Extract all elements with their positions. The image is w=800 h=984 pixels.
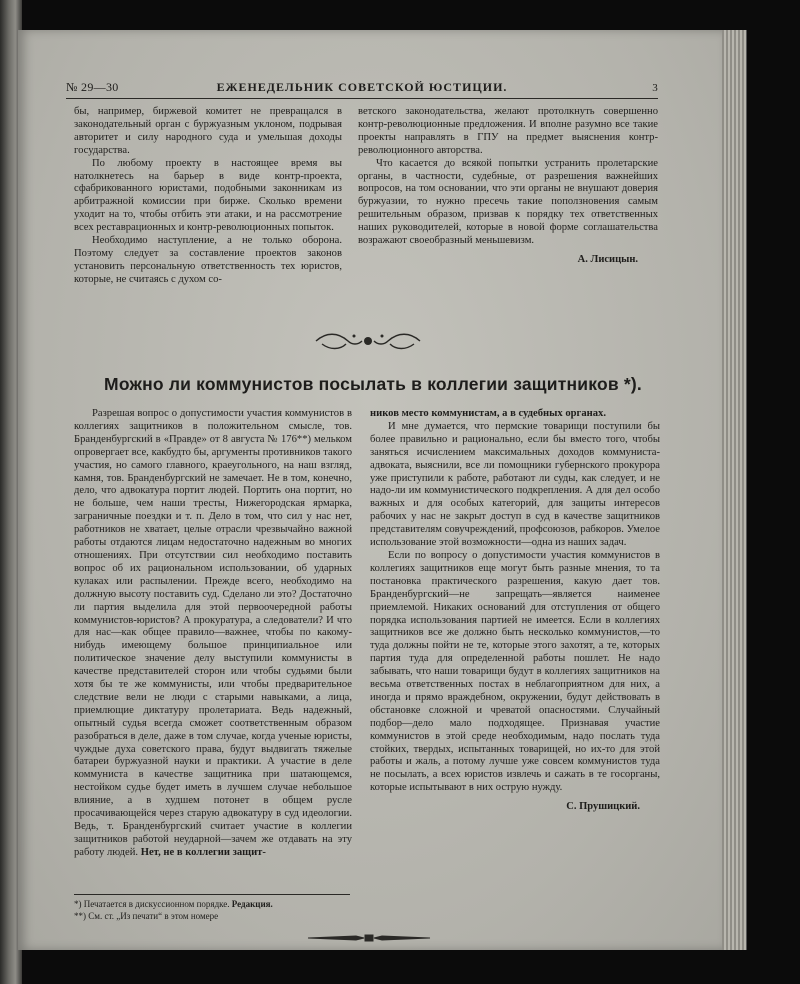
paragraph-text: Разрешая вопрос о допустимости участия коммунистов в коллегиях защитников в положительном смысле, тов. Бранденбургский в «Правде» от 8 августа № 176**) мельком опровергает все, какбудто бы, аргументы противников такого участия, но самого главного, краеугольного, на наш взгляд, камня, тов. Бранденбургский не замечает. Не в том, конечно, дело, что адвокатура портит людей. Портить она портит, но не больше, чем наши тресты, Нижегородская ярмарка, заграничные поездки и т. п. Дело в том, что сил у нас нет, работников не хватает, целые отрасли чрезвычайно важной работы отдаются лицам недостаточно надежным во многих отношениях. При отсутствии сил необходимо поставить вопрос об их рациональном использовании, об ударных кулаках или распылении. Прежде всего, необходимо на должную высоту поставить суд. Сделано ли это? Достаточно ли партия выделила для этой первоочередной работы коммунистов-юристов? А прокуратура, а следователи? И что для нас—как общее правило—важнее, чтобы по какому-нибудь имеющему большое принципиальное или политическое значение делу выступили коммунисты в качестве представителей сторон или чтобы судьями были хотя бы те же коммунисты, или чтобы предварительное следствие вели не люди с старыми навыками, а лица, приемлющие диктатуру пролетариата. Ведь надежный, опытный судья всегда сможет соответственным образом разобраться в деле, даже в том случае, когда ученые юристы, чуждые духа советского права, будут выдвигать тяжелые батареи буржуазной науки и практики. А участие в деле коммуниста в качестве защитника при шатающемся, нестойком судье будет иметь в лучшем случае небольшое влияние, а в худшем потонет в общем русле просачивающейся через старую адвокатуру в суд идеологии. Ведь, т. Бранденбургский считает участие в коллегии защитников работой неударной—зачем же отдавать на эту работу людей. — [74, 408, 352, 858]
footnotes — [74, 898, 374, 922]
paragraph: И мне думается, что пермские товарищи поступили бы более правильно и рационально, если бы вместо того, чтобы заняться исчислением максимальных доходов коммуниста-адвоката, выяснили, все ли помощники губернского прокурора уже приступили к работе, работают ли суды, как следует, и не надо-ли им коммунистического подкрепления. А для дел особо важных и для особых категорий, для защиты интересов рабочих у нас не закрыт доступ в суд в качестве защитников представителям совучреждений, профсоюзов, рабкоров. Умелое использование этой возможности—одна из наших задач. — [370, 420, 660, 549]
footnote-rule — [74, 894, 350, 895]
emphasis-text: Нет, не в коллегии защит- — [140, 846, 266, 858]
publication-title: ЕЖЕНЕДЕЛЬНИК СОВЕТСКОЙ ЮСТИЦИИ. — [216, 80, 508, 94]
paragraph: Необходимо наступление, а не только оборона. Поэтому следует за составление проектов законов установить персональную ответственность тех юристов, которые, не считаясь с духом со- — [74, 235, 342, 285]
article-right-column — [370, 408, 660, 814]
page-header — [66, 80, 658, 98]
paragraph: бы, например, биржевой комитет не превращался в законодательный орган с буржуазным уклоном, подрывая авторитет и силу народного суда и умельшая доходы государства. — [74, 106, 342, 156]
footnote-text: Печатается в дискуссионном порядке. — [83, 899, 230, 909]
author-signature: А. Лисицын. — [577, 253, 638, 265]
article-left-column — [74, 408, 352, 860]
footnote-mark: **) — [74, 911, 86, 921]
paragraph — [74, 408, 352, 860]
page-number: 3 — [652, 82, 658, 94]
paragraph: Если по вопросу о допустимости участия коммунистов в коллегиях защитников еще могут быть разные мнения, то та постановка практического разрешения, какую дает тов. Бранденбургский—не запрещать—является наименее приемлемой. Никаких оснований для отступления от общего порядка использования партией не имеется. Если в коллегиях защитников все же должно быть несколько коммунистов,—то туда должны пойти не те, которые этого захотят, а те, которых партия туда для определенной работы пошлет. Не надо забывать, что наши товарищи будут в коллегиях защитников на весьма ответственных постах в неблагоприятном для них, а иногда и прямо враждебном, окружении, будут действовать в обстановке сложной и чреватой опасностями. Случайный подбор—дело мало подходящее. Признавая участие коммунистов в этой среде необходимым, надо послать туда стойких, твердых, испытанных товарищей, но их-то для этой работы и жаль, а потому лучше уже совсем коммунистов туда не посылать, а всех юристов извлечь и сажать в те госорганы, которые испытывают в них острую нужду. — [370, 549, 660, 794]
paragraph: По любому проекту в настоящее время вы натолкнетесь на барьер в виде контр-проекта, сфабрикованного юристами, подобными законникам из арбитражной комиссии при бирже. Сколько времени уходит на то, чтобы отбить эти атаки, и на рассмотрение всех реставрационных и контр-революционных попыток. — [74, 157, 342, 234]
author-signature: С. Прушицкий. — [566, 801, 640, 813]
footnote-text: См. ст. „Из печати“ в этом номере — [88, 911, 219, 921]
article-title: Можно ли коммунистов посылать в коллегии защитников *). — [104, 374, 642, 394]
header-rule — [66, 98, 658, 99]
paragraph: Что касается до всякой попытки устранить пролетарские органы, в частности, судебные, от разрешения важнейших вопросов, на том основании, что эти органы не внушают доверия буржуазии, то нужно пресечь такие поползновения самым решительным образом, призвав к порядку тех ответственных наших руководителей, которые в новой форме соглашательства возражают своеобразный меньшевизм. — [358, 157, 658, 247]
top-right-column — [358, 106, 658, 267]
newspaper-page — [18, 30, 722, 950]
paragraph: ветского законодательства, желают протолкнуть совершенно контр-революционные предложения. И вполне разумно все такие проекты направлять в ГПУ на предмет выяснения контр-революционного авторства. — [358, 106, 658, 156]
footnote-mark: *) — [74, 899, 82, 909]
section-divider-ornament — [308, 330, 428, 352]
footnote-signature: Редакция. — [231, 899, 273, 909]
issue-number: № 29—30 — [66, 80, 119, 94]
top-left-column — [74, 106, 342, 287]
footnote — [74, 898, 374, 910]
footnote — [74, 910, 374, 922]
emphasis-text: ников место коммунистам, а в судебных органах. — [370, 408, 606, 419]
end-ornament — [304, 932, 434, 944]
